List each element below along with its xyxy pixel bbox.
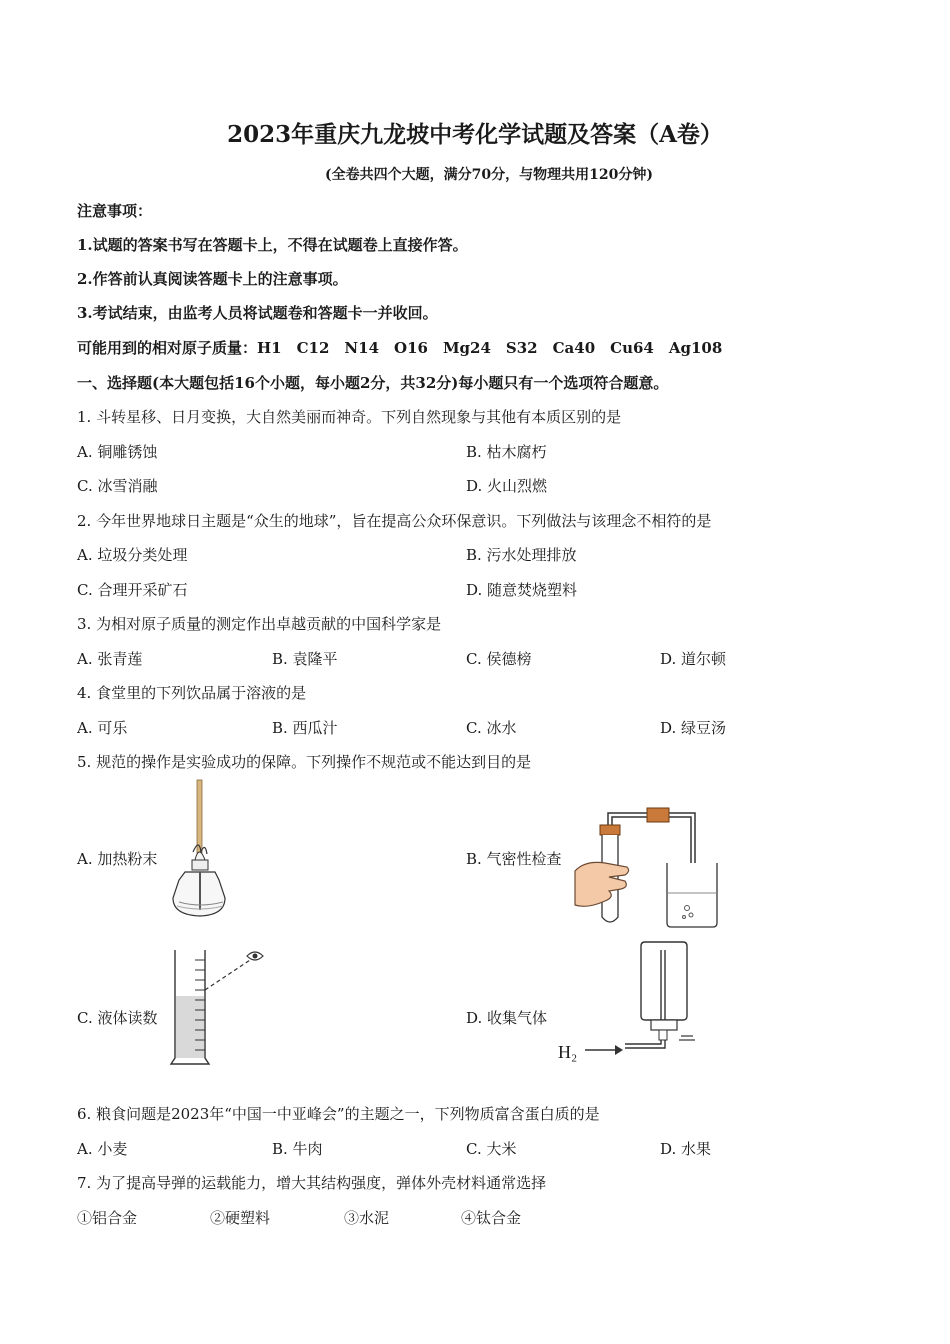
option-b: B. 气密性检查 xyxy=(466,850,562,868)
alcohol-lamp-heating-figure xyxy=(165,780,230,930)
question-stem: 4. 食堂里的下列饮品属于溶液的是 xyxy=(77,684,307,702)
h2-label: H₂ xyxy=(558,1042,578,1062)
airtightness-check-figure xyxy=(575,805,725,930)
option-c: C. 液体读数 xyxy=(77,1009,158,1027)
option-b: B. 袁隆平 xyxy=(272,650,338,668)
option-d: D. 随意焚烧塑料 xyxy=(466,581,578,599)
note-item: 2.作答前认真阅读答题卡上的注意事项。 xyxy=(77,270,348,288)
graduated-cylinder-figure xyxy=(165,940,270,1070)
option-b: B. 西瓜汁 xyxy=(272,719,338,737)
option-d: D. 道尔顿 xyxy=(660,650,727,668)
option-a: A. 小麦 xyxy=(77,1140,128,1158)
choice-3: ③水泥 xyxy=(344,1209,390,1227)
option-b: B. 污水处理排放 xyxy=(466,546,577,564)
option-c: C. 冰雪消融 xyxy=(77,477,158,495)
question-stem: 6. 粮食问题是2023年“中国一中亚峰会”的主题之一，下列物质富含蛋白质的是 xyxy=(77,1105,600,1123)
option-b: B. 枯木腐朽 xyxy=(466,443,547,461)
option-d: D. 水果 xyxy=(660,1140,712,1158)
page-subtitle: (全卷共四个大题，满分70分，与物理共用120分钟) xyxy=(325,167,653,183)
question-stem: 5. 规范的操作是实验成功的保障。下列操作不规范或不能达到目的是 xyxy=(77,753,532,771)
note-item: 1.试题的答案书写在答题卡上，不得在试题卷上直接作答。 xyxy=(77,236,468,254)
option-d: D. 火山烈燃 xyxy=(466,477,548,495)
atomic-mass-line: 可能用到的相对原子质量：H1 C12 N14 O16 Mg24 S32 Ca40 Cu64 Ag108 xyxy=(77,339,723,357)
option-c: C. 冰水 xyxy=(466,719,517,737)
gas-collection-figure xyxy=(555,940,705,1075)
choice-2: ②硬塑料 xyxy=(210,1209,271,1227)
question-stem: 7. 为了提高导弹的运载能力，增大其结构强度，弹体外壳材料通常选择 xyxy=(77,1174,547,1192)
question-stem: 3. 为相对原子质量的测定作出卓越贡献的中国科学家是 xyxy=(77,615,442,633)
question-stem: 2. 今年世界地球日主题是“众生的地球”，旨在提高公众环保意识。下列做法与该理念不相符的是 xyxy=(77,512,712,530)
choice-4: ④钛合金 xyxy=(461,1209,522,1227)
question-stem: 1. 斗转星移、日月变换，大自然美丽而神奇。下列自然现象与其他有本质区别的是 xyxy=(77,408,622,426)
option-c: C. 合理开采矿石 xyxy=(77,581,188,599)
option-c: C. 侯德榜 xyxy=(466,650,532,668)
option-d: D. 绿豆汤 xyxy=(660,719,727,737)
option-a: A. 可乐 xyxy=(77,719,128,737)
note-item: 3.考试结束，由监考人员将试题卷和答题卡一并收回。 xyxy=(77,304,438,322)
notes-heading: 注意事项： xyxy=(77,202,153,220)
option-a: A. 铜雕锈蚀 xyxy=(77,443,158,461)
option-d: D. 收集气体 xyxy=(466,1009,548,1027)
option-a: A. 加热粉末 xyxy=(77,850,158,868)
option-b: B. 牛肉 xyxy=(272,1140,323,1158)
option-a: A. 张青莲 xyxy=(77,650,143,668)
option-a: A. 垃圾分类处理 xyxy=(77,546,188,564)
choice-1: ①铝合金 xyxy=(77,1209,138,1227)
option-c: C. 大米 xyxy=(466,1140,517,1158)
section-heading: 一、选择题(本大题包括16个小题，每小题2分，共32分)每小题只有一个选项符合题意。 xyxy=(77,374,669,392)
page-title: 2023年重庆九龙坡中考化学试题及答案（A卷） xyxy=(227,121,723,148)
